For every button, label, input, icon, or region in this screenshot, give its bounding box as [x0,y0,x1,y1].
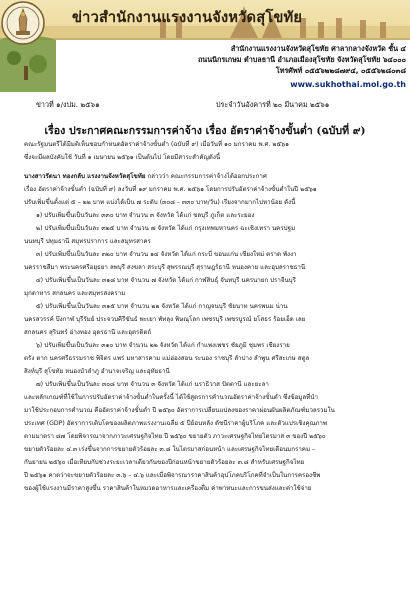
speaker-line: เรื่อง อัตราค่าจ้างขั้นต่ำ (ฉบับที่ ๙) ลงวันที่ ๑๙ มกราคม พ.ศ. ๒๕๖๑ โดยการปรับอัตราค่าจ้างขั้นต่ำในปี ๒๕๖๑ [24,186,317,193]
phone-line: โทรศัพท์ ๐๕๕๖๒๒๘๗๙๔, ๐๕๕๖๒๘๐๓๘ [275,66,406,75]
list-item-cont: สิงห์บุรี สุโขทัย หนองบัวลำภู อำนาจเจริญ และอุทัยธานี [24,368,170,375]
closing-line: ตามมาตรา ๘๗ โดยพิจารณาจากภาวะเศรษฐกิจไทย ปี ๒๕๖๐ ขยายตัว ภาวะเศรษฐกิจไทยไตรมาส ๓ ของปี ๒๕๖๐ [24,433,326,440]
office-address-line: สำนักงานแรงงานจังหวัดสุโขทัย ศาลากลางจังหวัด ชั้น ๔ [230,44,406,53]
list-item-cont: มุกดาหาร สกลนคร และสมุทรสงคราม [24,290,126,297]
closing-line: ของผู้ใช้แรงงานมีราคาสูงขึ้น ราคาสินค้าในหมวดอาหารและเครื่องดื่ม ค่าพาหนะและการขนส่งและค่าใช้จ่าย [24,485,312,492]
header-banner [0,0,410,92]
closing-line: มาใช้ประกอบการคำนวณ คืออัตราค่าจ้างขั้นต่ำ ปี ๒๕๖๐ อัตราการเปลี่ยนแปลงของราคาผ่อนผันผลิตภัณฑ์มวลรวมใน [24,407,335,414]
news-subject: เรื่อง ประกาศคณะกรรมการค่าจ้าง เรื่อง อัตราค่าจ้างขั้นต่ำ (ฉบับที่ ๙) [44,125,366,137]
list-item: ๓) ปรับเพิ่มขึ้นเป็นวันละ ๓๒๐ บาท จำนวน ๑๔ จังหวัด ได้แก่ กระบี่ ขอนแก่น เชียงใหม่ ตราด พังงา [36,251,297,258]
list-item: ๑) ปรับเพิ่มขึ้นเป็นวันละ ๓๓๐ บาท จำนวน ๓ จังหวัด ได้แก่ ชลบุรี ภูเก็ต และระยอง [36,212,255,219]
list-item: ๒) ปรับเพิ่มขึ้นเป็นวันละ ๓๒๕ บาท จำนวน ๗ จังหวัด ได้แก่ กรุงเทพมหานคร ฉะเชิงเทรา นครปฐม [36,225,296,232]
list-item-cont: ตรัง ตาก นครศรีธรรมราช พิจิตร แพร่ มหาสารคาม แม่ฮ่องสอน ระนอง ราชบุรี ลำปาง ลำพูน ศรีสะเกษ สตูล [24,355,310,362]
list-item: ๕) ปรับเพิ่มขึ้นเป็นวันละ ๓๑๕ บาท จำนวน ๒๒ จังหวัด ได้แก่ กาญจนบุรี ชัยนาท นครพนม น่าน [36,303,288,310]
closing-paragraph [24,391,404,495]
closing-line: และหลักเกณฑ์ที่ใช้ในการปรับอัตราค่าจ้างขั้นต่ำในครั้งนี้ ได้ใช้สูตรการคำนวณอัตราค่าจ้างขั้นต่ำ ซึ่งข้อมูลที่นำ [24,394,318,401]
speaker-paragraph [24,170,404,209]
news-number: ข่าวที่ ๑/งปม. ๒๕๖๑ [36,100,100,109]
street-address-line: ถนนนิกรเกษม ตำบลธานี อำเภอเมืองสุโขทัย จังหวัดสุโขทัย ๖๔๐๐๐ [197,55,406,64]
list-item: ๗) ปรับเพิ่มขึ้นเป็นวันละ ๓๐๘ บาท จำนวน ๓ จังหวัด ได้แก่ นราธิวาส ปัตตานี และยะลา [36,381,269,388]
closing-line: ขยายตัวร้อยละ ๔.๓ เร่งขึ้นจากการขยายตัวร้อยละ ๓.๘ ในไตรมาสก่อนหน้า และเศรษฐกิจไทยเดือนมกราคม – [24,446,316,453]
wage-list [24,209,404,391]
intro-line: ซึ่งจะมีผลบังคับใช้ วันที่ ๑ เมษายน ๒๕๖๑ เป็นต้นไป โดยมีสาระสำคัญดังนี้ [24,154,221,161]
list-item-cont: นครราชสีมา พระนครศรีอยุธยา ลพบุรี สงขลา สระบุรี สุพรรณบุรี สุราษฎร์ธานี หนองคาย และอุบลราชธานี [24,264,306,271]
intro-paragraph [24,138,404,164]
speaker-line: กล่าวว่า คณะกรรมการค่าจ้างได้ออกประกาศ [147,173,267,180]
speaker-name: นางสาวรัตนา ทองกลับ แรงงานจังหวัดสุโขทัย [24,173,146,180]
closing-line: กันยายน ๒๕๖๐ เมื่อเทียบกับช่วงระยะเวลาเดียวกันของปีก่อนหน้าขยายตัวร้อยละ ๓.๘ สำหรับเศรษฐกิจไทย [24,459,305,466]
page-title: ข่าวสำนักงานแรงงานจังหวัดสุโขทัย [72,9,303,26]
speaker-line: ปรับเพิ่มขึ้นตั้งแต่ ๕ – ๒๒ บาท แบ่งได้เป็น ๗ ระดับ (๓๐๘ – ๓๓๐ บาท/วัน) เรียงจากมากไปหาน้อย ดังนี้ [24,199,296,206]
list-item: ๔) ปรับเพิ่มขึ้นเป็นวันละ ๓๑๘ บาท จำนวน ๗ จังหวัด ได้แก่ กาฬสินธุ์ จันทบุรี นครนายก ปราจีนบุรี [36,277,296,284]
intro-line: คณะรัฐมนตรีได้มีมติเห็นชอบกำหนดอัตราค่าจ้างขั้นต่ำ (ฉบับที่ ๙) เมื่อวันที่ ๑๐ มกราคม พ.ศ. ๒๕๖๑ [24,141,289,148]
list-item: ๖) ปรับเพิ่มขึ้นเป็นวันละ ๓๑๐ บาท จำนวน ๒๒ จังหวัด ได้แก่ กำแพงเพชร ชัยภูมิ ชุมพร เชียงราย [36,342,290,349]
provincial-seal-icon [0,0,46,46]
news-date: ประจำวันอังคารที่ ๒๐ มีนาคม ๒๕๖๑ [216,100,330,109]
closing-line: ประเทศ (GDP) อัตราการเติบโตของผลิตภาพแรงงานเฉลี่ย ๕ ปีย้อนหลัง ดัชนีราคาผู้บริโภค และตัวแปรเชิงคุณภาพ [24,420,327,427]
list-item-cont: นครสวรรค์ บึงกาฬ บุรีรัมย์ ประจวบคีรีขันธ์ พะเยา พัทลุง พิษณุโลก เพชรบุรี เพชรบูรณ์ ยโสธร ร้อยเอ็ด เลย [24,316,306,323]
list-item-cont: นนทบุรี ปทุมธานี สมุทรปราการ และสมุทรสาคร [24,238,151,245]
website-link[interactable]: www.sukhothai.mol.go.th [290,80,406,89]
list-item-cont: สกลนคร สุรินทร์ อ่างทอง อุดรธานี และอุตรดิตถ์ [24,329,152,336]
closing-line: ปี ๒๕๖๑ คาดว่าจะขยายตัวร้อยละ ๓.๖ – ๔.๖ และเมื่อพิจารณาราคาสินค้าอุปโภคบริโภคที่จำเป็นในการครองชีพ [24,472,321,479]
